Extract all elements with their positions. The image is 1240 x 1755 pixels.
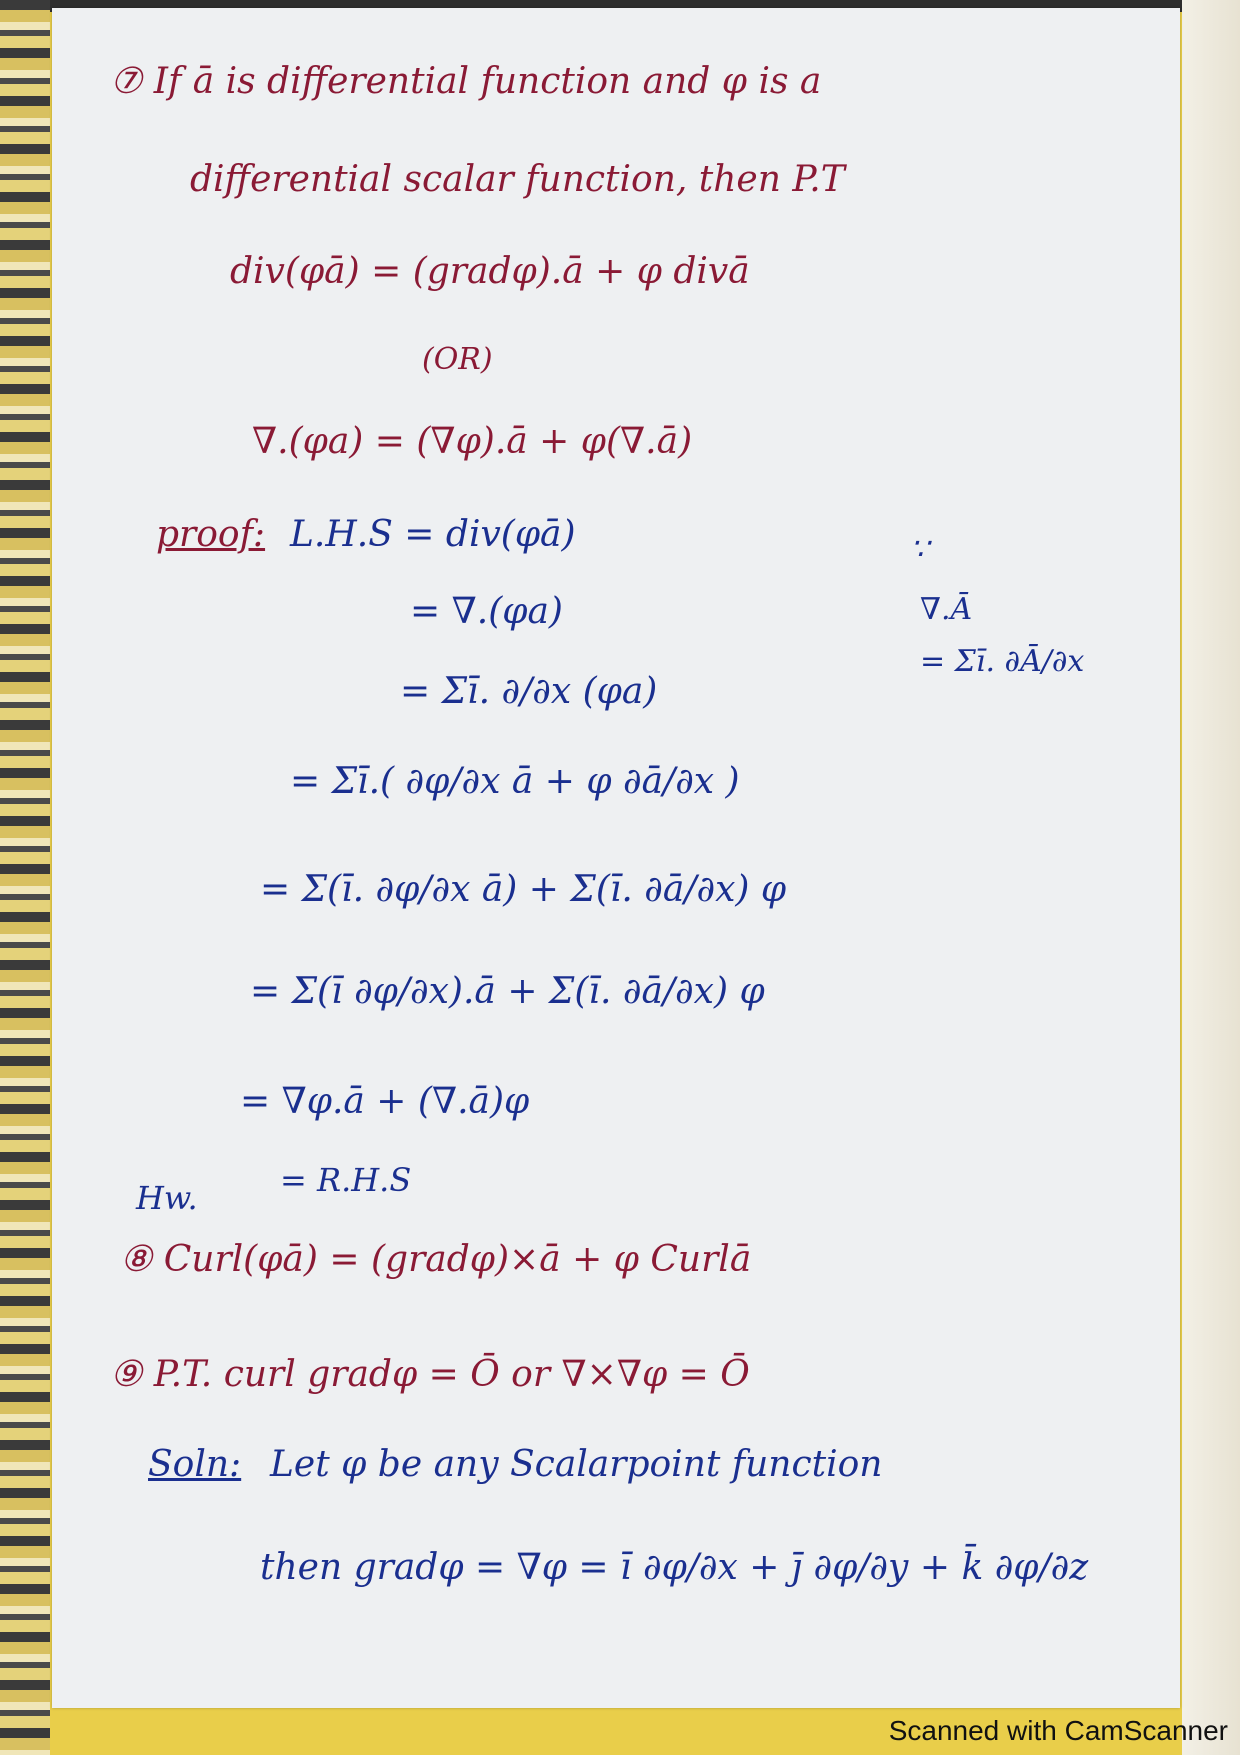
paper-sheet [52, 8, 1180, 1708]
proof-line2: = ∇.(φa) [410, 591, 563, 632]
note-therefore: ∵ [910, 532, 930, 567]
q9-statement: ⑨ P.T. curl gradφ = Ō or ∇×∇φ = Ō [110, 1354, 750, 1395]
q7-statement: div(φā) = (gradφ).ā + φ divā [230, 251, 750, 292]
solution-line1: Let φ be any Scalarpoint function [270, 1444, 883, 1485]
proof-line3: = Σī. ∂/∂x (φa) [400, 671, 658, 712]
hw-label: Hw. [136, 1179, 198, 1217]
solution-label: Soln: [148, 1444, 242, 1485]
background-strip-right [1182, 0, 1240, 1755]
proof-line5: = Σ(ī. ∂φ/∂x ā) + Σ(ī. ∂ā/∂x) φ [260, 869, 787, 910]
scanner-watermark: Scanned with CamScanner [888, 1715, 1228, 1746]
proof-line4: = Σī.( ∂φ/∂x ā + φ ∂ā/∂x ) [290, 761, 740, 802]
note-line2: ∇.Ā [920, 592, 973, 627]
q7-line2: differential scalar function, then P.T [190, 159, 845, 200]
q7-statement-nabla: ∇.(φa) = (∇φ).ā + φ(∇.ā) [252, 421, 693, 462]
note-line3: = Σī. ∂Ā/∂x [920, 644, 1085, 679]
q7-or: (OR) [422, 342, 493, 377]
proof-line1: L.H.S = div(φā) [290, 514, 576, 555]
proof-line8: = R.H.S [280, 1161, 412, 1199]
q8-statement: ⑧ Curl(φā) = (gradφ)×ā + φ Curlā [120, 1239, 752, 1280]
proof-line6: = Σ(ī ∂φ/∂x).ā + Σ(ī. ∂ā/∂x) φ [250, 971, 765, 1012]
q7-line1: ⑦ If ā is differential function and φ is a [110, 61, 822, 102]
proof-line7: = ∇φ.ā + (∇.ā)φ [240, 1081, 530, 1122]
proof-label: proof: [156, 514, 266, 555]
solution-line2: then gradφ = ∇φ = ī ∂φ/∂x + j̄ ∂φ/∂y + k̄ ∂φ/∂z [260, 1547, 1089, 1588]
background-strip-left [0, 0, 50, 1755]
